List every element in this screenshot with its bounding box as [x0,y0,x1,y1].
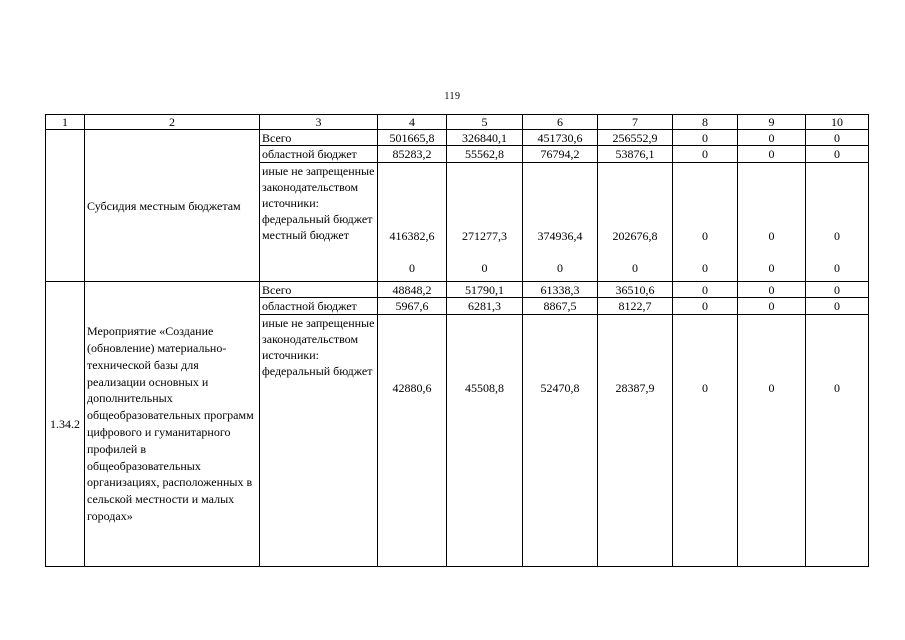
local-value: 0 [557,260,563,275]
row-code [46,130,85,282]
source-label: областной бюджет [260,146,378,162]
local-value: 0 [702,260,708,275]
federal-value: 0 [702,380,708,395]
row-name: Мероприятие «Создание (обновление) материально-технической базы для реализации основных и дополнительных общеобразовательных программ цифрового и гуманитарного профилей в общеобразовательных организациях, расположенных в сельской местности и малых городах» [85,282,260,567]
local-value: 0 [409,260,415,275]
value-cell [738,162,806,282]
value-cell: 256552,9 [598,130,673,146]
other-sources-label: иные не запрещенные законодательством источники: [262,315,375,362]
value-cell: 0 [806,130,869,146]
page-number: 119 [444,91,461,102]
column-number-row [46,115,869,130]
row-name: Субсидия местным бюджетам [85,130,260,282]
federal-value: 42880,6 [392,380,432,395]
source-label: областной бюджет [260,298,378,314]
value-cell [598,314,673,566]
value-cell [523,162,598,282]
value-cell [738,314,806,566]
column-header: 5 [447,115,523,130]
budget-table [45,114,869,567]
value-cell: 0 [806,282,869,298]
other-sources-cell [260,162,378,282]
value-cell: 0 [673,298,738,314]
federal-budget-label: федеральный бюджет [262,364,373,379]
value-cell: 51790,1 [447,282,523,298]
federal-value: 202676,8 [612,228,658,243]
value-cell: 0 [738,130,806,146]
value-cell: 61338,3 [523,282,598,298]
federal-value: 0 [768,380,775,395]
federal-value: 0 [702,228,708,243]
value-cell: 0 [738,146,806,162]
federal-budget-label: федеральный бюджет [262,212,373,227]
value-cell: 6281,3 [447,298,523,314]
table-row [46,130,869,146]
value-cell: 85283,2 [378,146,447,162]
value-cell: 8867,5 [523,298,598,314]
local-budget-label: местный бюджет [262,228,349,243]
federal-value: 28387,9 [615,380,655,395]
column-header: 3 [260,115,378,130]
column-header: 2 [85,115,260,130]
federal-value: 416382,6 [389,228,435,243]
local-value: 0 [834,260,840,275]
value-cell: 0 [806,146,869,162]
local-value: 0 [481,260,488,275]
source-label: Всего [260,130,378,146]
value-cell [378,162,447,282]
value-cell [806,314,869,566]
column-header: 10 [806,115,869,130]
value-cell [598,162,673,282]
column-header: 6 [523,115,598,130]
federal-value: 374936,4 [537,228,583,243]
value-cell: 451730,6 [523,130,598,146]
value-cell: 5967,6 [378,298,447,314]
value-cell: 8122,7 [598,298,673,314]
value-cell: 0 [806,298,869,314]
value-cell [523,314,598,566]
table-row [46,282,869,298]
value-cell: 0 [673,146,738,162]
local-value: 0 [768,260,775,275]
federal-value: 52470,8 [540,380,580,395]
other-sources-cell [260,314,378,566]
federal-value: 45508,8 [465,380,504,395]
federal-value: 271277,3 [462,228,507,243]
column-header: 7 [598,115,673,130]
column-header: 1 [46,115,85,130]
value-cell: 53876,1 [598,146,673,162]
value-cell: 36510,6 [598,282,673,298]
local-value: 0 [632,260,638,275]
value-cell: 501665,8 [378,130,447,146]
value-cell: 0 [673,282,738,298]
column-header: 8 [673,115,738,130]
value-cell [447,162,523,282]
column-header: 4 [378,115,447,130]
value-cell: 0 [738,298,806,314]
value-cell: 326840,1 [447,130,523,146]
value-cell: 48848,2 [378,282,447,298]
other-sources-label: иные не запрещенные законодательством источники: [262,163,375,210]
row-code: 1.34.2 [46,282,85,567]
value-cell [447,314,523,566]
value-cell: 0 [673,130,738,146]
value-cell [806,162,869,282]
value-cell: 0 [738,282,806,298]
value-cell: 55562,8 [447,146,523,162]
source-label: Всего [260,282,378,298]
federal-value: 0 [768,228,775,243]
value-cell: 76794,2 [523,146,598,162]
value-cell [673,162,738,282]
value-cell [673,314,738,566]
value-cell [378,314,447,566]
federal-value: 0 [834,380,840,395]
column-header: 9 [738,115,806,130]
federal-value: 0 [834,228,840,243]
